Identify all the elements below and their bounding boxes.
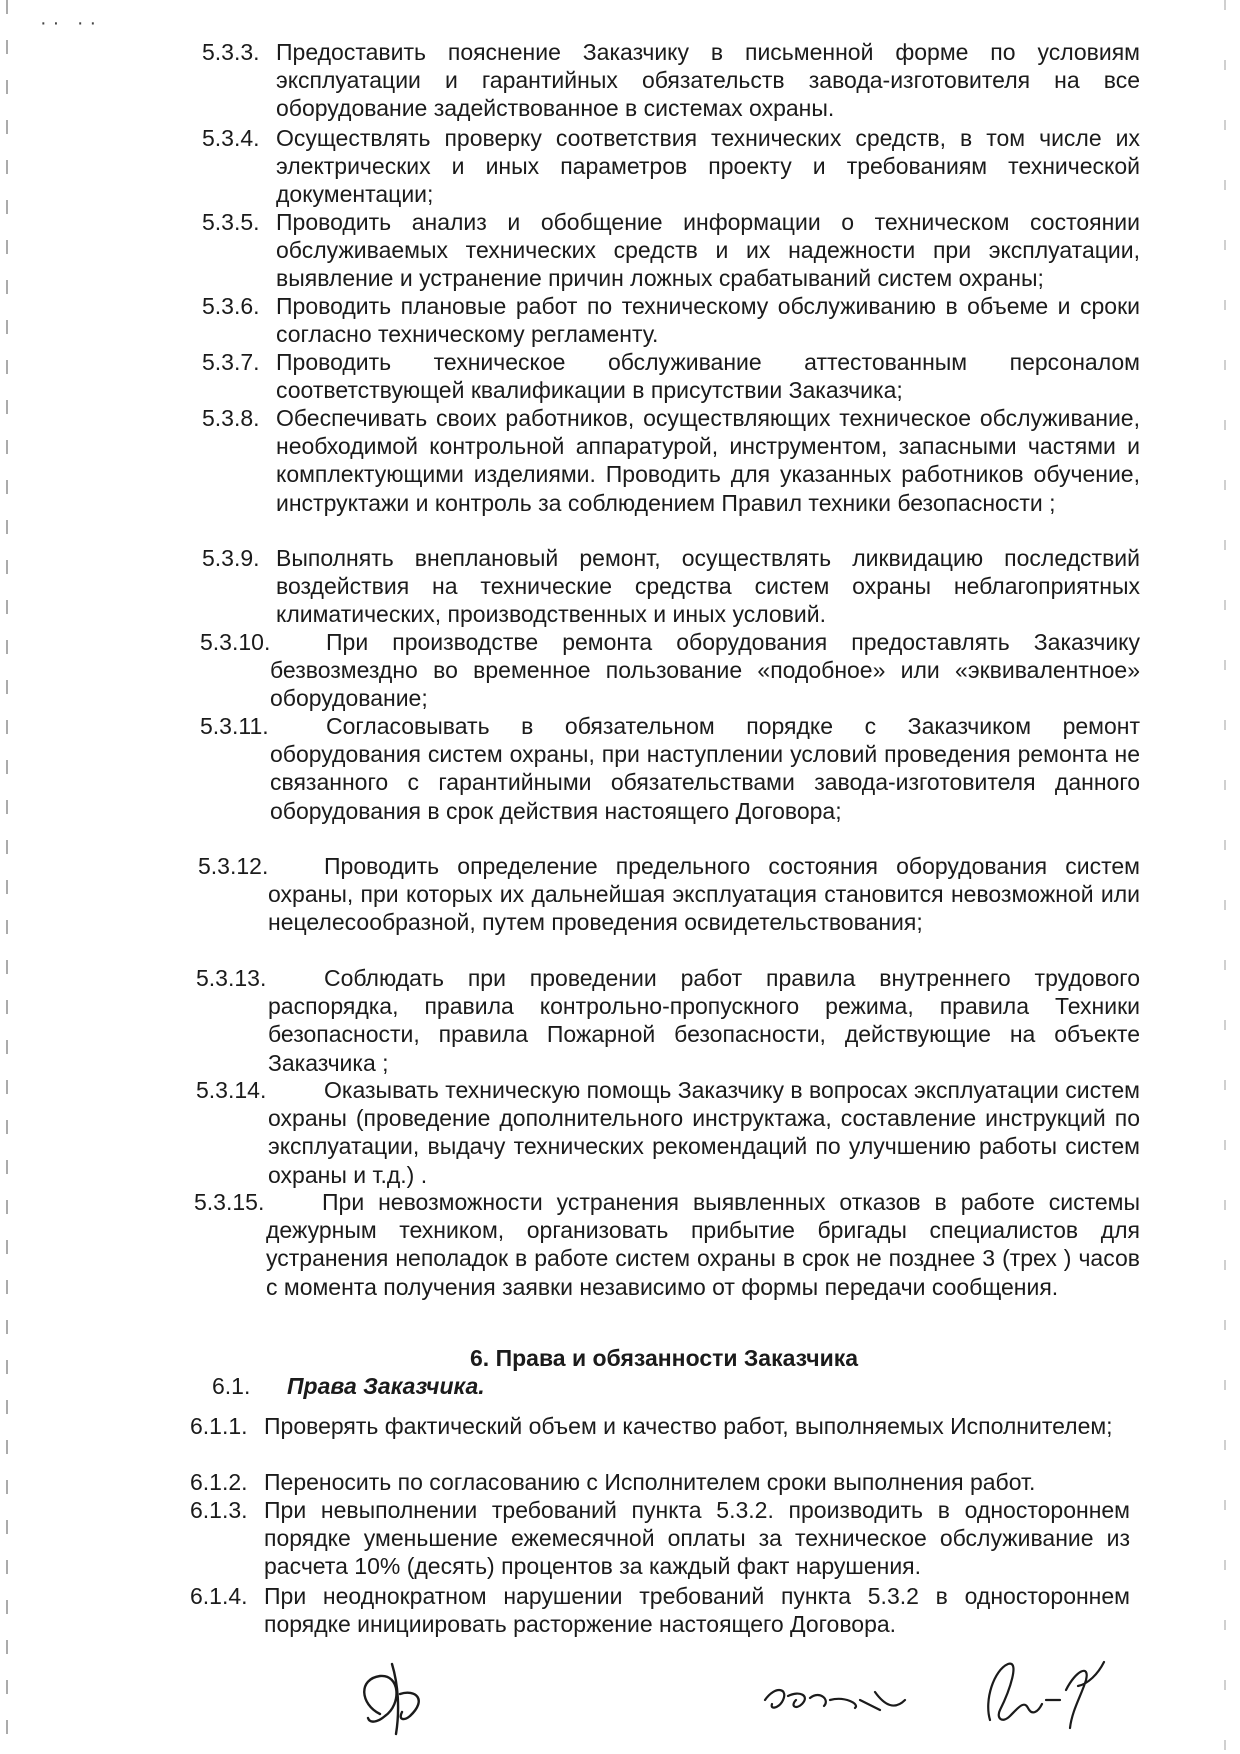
clause-text: Проводить определение предельного состояния оборудования систем охраны, при которых их дальнейшая эксплуатация становится невозможной или нецелесообразной, путем проведения освидетельствования; xyxy=(268,853,1140,936)
clause-number: 5.3.12. xyxy=(198,853,269,879)
clause-number: 5.3.3. xyxy=(202,39,260,65)
clause-text: Осуществлять проверку соответствия технических средств, в том числе их электрических и иных параметров проекту и требованиям технической документации; xyxy=(276,125,1140,208)
clause-text: Переносить по согласованию с Исполнителем сроки выполнения работ. xyxy=(264,1469,1036,1495)
clause-number: 6.1.2. xyxy=(190,1469,248,1495)
signature-area xyxy=(0,1650,1240,1750)
clause-number: 5.3.7. xyxy=(202,349,260,375)
clause-number: 5.3.14. xyxy=(196,1077,267,1103)
clause-text: Соблюдать при проведении работ правила внутреннего трудового распорядка, правила контрольно-пропускного режима, правила Техники безопасности, правила Пожарной безопасности, действующие на объекте Заказчика ; xyxy=(268,965,1140,1076)
clause-text: Проводить анализ и обобщение информации о техническом состоянии обслуживаемых технических средств и их надежности при эксплуатации, выявление и устранение причин ложных срабатываний систем охраны; xyxy=(276,209,1140,292)
clause-text: Предоставить пояснение Заказчику в письменной форме по условиям эксплуатации и гарантийных обязательств завода-изготовителя на все оборудование задействованное в системах охраны. xyxy=(276,39,1140,122)
subsection-number: 6.1. xyxy=(212,1373,251,1399)
clause-number: 5.3.5. xyxy=(202,209,260,235)
clause-number: 5.3.11. xyxy=(200,713,269,739)
clause-number: 5.3.13. xyxy=(196,965,267,991)
clause-text: Оказывать техническую помощь Заказчику в вопросах эксплуатации систем охраны (проведение дополнительного инструктажа, составление инструкций по эксплуатации, выдачу технических рекомендаций по улучшению работы систем охраны и т.д.) . xyxy=(268,1077,1140,1188)
scan-specks: ·· ·· xyxy=(40,12,103,34)
clause-text: Проводить техническое обслуживание аттестованным персоналом соответствующей квалификации в присутствии Заказчика; xyxy=(276,349,1140,404)
clause-text: Выполнять внеплановый ремонт, осуществлять ликвидацию последствий воздействия на технические средства систем охраны неблагоприятных климатических, производственных и иных условий. xyxy=(276,545,1140,628)
clause-text: При невыполнении требований пункта 5.3.2. производить в одностороннем порядке уменьшение ежемесячной оплаты за техническое обслуживание из расчета 10% (десять) процентов за каждый факт нарушения. xyxy=(264,1497,1130,1580)
clause-number: 6.1.1. xyxy=(190,1413,248,1439)
signature-left-image xyxy=(340,1654,450,1744)
clause-text: Согласовывать в обязательном порядке с Заказчиком ремонт оборудования систем охраны, при наступлении условий проведения ремонта не связанного с гарантийными обязательствами завода-изготовителя данного оборудования в срок действия настоящего Договора; xyxy=(270,713,1140,824)
section-title: 6. Права и обязанности Заказчика xyxy=(470,1345,859,1371)
clause-number: 5.3.10. xyxy=(200,629,271,655)
signature-right-image xyxy=(980,1650,1110,1740)
clause-number: 5.3.4. xyxy=(202,125,260,151)
clause-text: При неоднократном нарушении требований пункта 5.3.2 в одностороннем порядке инициировать расторжение настоящего Договора. xyxy=(264,1583,1130,1638)
clause-text: При производстве ремонта оборудования предоставлять Заказчику безвозмездно во временное пользование «подобное» или «эквивалентное» оборудование; xyxy=(270,629,1140,712)
clause-number: 5.3.8. xyxy=(202,405,260,431)
clause-number: 5.3.6. xyxy=(202,293,260,319)
clause-text: Проверять фактический объем и качество работ, выполняемых Исполнителем; xyxy=(264,1413,1113,1439)
subsection-title: Права Заказчика. xyxy=(287,1373,485,1399)
clause-number: 6.1.3. xyxy=(190,1497,248,1523)
clause-text: Обеспечивать своих работников, осуществляющих техническое обслуживание, необходимой контрольной аппаратурой, инструментом, запасными частями и комплектующими изделиями. Проводить для указанных работников обучение, инструктажи и контроль за соблюдением Правил техники безопасности ; xyxy=(276,405,1140,516)
clause-number: 5.3.15. xyxy=(194,1189,265,1215)
subsection-heading xyxy=(212,1372,485,1400)
clause-number: 6.1.4. xyxy=(190,1583,248,1609)
signature-middle-image xyxy=(760,1670,910,1730)
clause-text: При невозможности устранения выявленных отказов в работе системы дежурным техником, организовать прибытие бригады специалистов для устранения неполадок в работе систем охраны в срок не позднее 3 (трех ) часов с момента получения заявки независимо от формы передачи сообщения. xyxy=(266,1189,1140,1300)
clause-text: Проводить плановые работ по техническому обслуживанию в объеме и сроки согласно техническому регламенту. xyxy=(276,293,1140,348)
clause-number: 5.3.9. xyxy=(202,545,260,571)
